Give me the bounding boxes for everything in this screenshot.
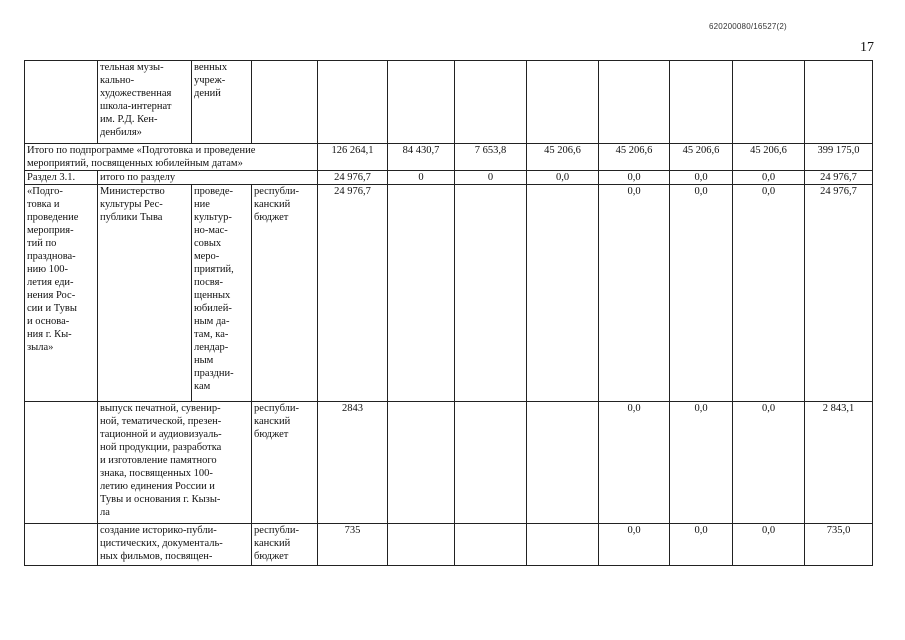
funding-source: республи- канский бюджет [252,524,318,566]
value-cell [388,402,455,524]
funding-source: республи- канский бюджет [252,185,318,402]
document-number: 620200080/16527(2) [709,22,787,31]
table-cell: тельная музы- кально- художественная школа-интернат им. Р.Д. Кен- денбиля» [98,61,192,144]
value-cell: 24 976,7 [805,171,873,185]
value-cell: 24 976,7 [318,185,388,402]
table-cell [455,61,527,144]
table-cell [599,61,670,144]
table-cell [733,61,805,144]
value-cell: 0,0 [599,402,670,524]
value-cell: 84 430,7 [388,144,455,171]
section-label: Раздел 3.1. [25,171,98,185]
value-cell: 0,0 [670,171,733,185]
table-cell: венных учреж- дений [192,61,252,144]
activity: создание историко-публи- цистических, документаль- ных фильмов, посвящен- [98,524,252,566]
table-cell [805,61,873,144]
table-row [25,402,873,524]
value-cell: 0,0 [527,171,599,185]
value-cell: 45 206,6 [670,144,733,171]
value-cell: 735,0 [805,524,873,566]
value-cell: 0 [455,171,527,185]
funding-source: республи- канский бюджет [252,402,318,524]
value-cell [527,524,599,566]
value-cell: 24 976,7 [318,171,388,185]
value-cell [455,185,527,402]
table-row [25,524,873,566]
activity: проведе- ние культур- но-мас- совых меро- приятий, посвя- щенных юбилей- ным да- там, ка- лендар- ным праздни- кам [192,185,252,402]
value-cell: 126 264,1 [318,144,388,171]
value-cell [455,524,527,566]
value-cell: 0,0 [670,402,733,524]
activity: выпуск печатной, сувенир- ной, тематической, презен- тационной и аудиовизуаль- ной продукции, разработка и изготовление памятного знака, посвященных 100- летию единения России и Тувы и основания г. Кызы- ла [98,402,252,524]
value-cell [527,185,599,402]
table-row [25,61,873,144]
value-cell: 0,0 [670,524,733,566]
value-cell: 0,0 [733,185,805,402]
table-cell [527,61,599,144]
value-cell [527,402,599,524]
value-cell: 0 [388,171,455,185]
value-cell: 0,0 [599,185,670,402]
table-cell [318,61,388,144]
value-cell: 45 206,6 [527,144,599,171]
measure-name: «Подго- товка и проведение мероприя- тий по празднова- нию 100- летия еди- нения Рос- сии и Тувы и основа- ния г. Кы- зыла» [25,185,98,402]
table-cell [388,61,455,144]
table-cell [25,61,98,144]
table-cell [252,61,318,144]
value-cell [455,402,527,524]
table-row [25,185,873,402]
value-cell: 2 843,1 [805,402,873,524]
value-cell: 0,0 [733,524,805,566]
page-number: 17 [860,40,874,55]
value-cell: 45 206,6 [599,144,670,171]
table-row [25,171,873,185]
value-cell: 24 976,7 [805,185,873,402]
value-cell: 7 653,8 [455,144,527,171]
value-cell: 0,0 [670,185,733,402]
budget-table [24,60,873,566]
value-cell: 0,0 [599,171,670,185]
value-cell: 45 206,6 [733,144,805,171]
value-cell: 0,0 [733,171,805,185]
table-cell [25,524,98,566]
value-cell: 399 175,0 [805,144,873,171]
value-cell: 0,0 [733,402,805,524]
value-cell [388,524,455,566]
value-cell: 2843 [318,402,388,524]
value-cell: 735 [318,524,388,566]
section-total-label: итого по разделу [98,171,318,185]
executor: Министерство культуры Рес- публики Тыва [98,185,192,402]
subtotal-label: Итого по подпрограмме «Подготовка и проведение мероприятий, посвященных юбилейным датам» [25,144,318,171]
value-cell: 0,0 [599,524,670,566]
table-cell [670,61,733,144]
value-cell [388,185,455,402]
table-cell [25,402,98,524]
table-row [25,144,873,171]
